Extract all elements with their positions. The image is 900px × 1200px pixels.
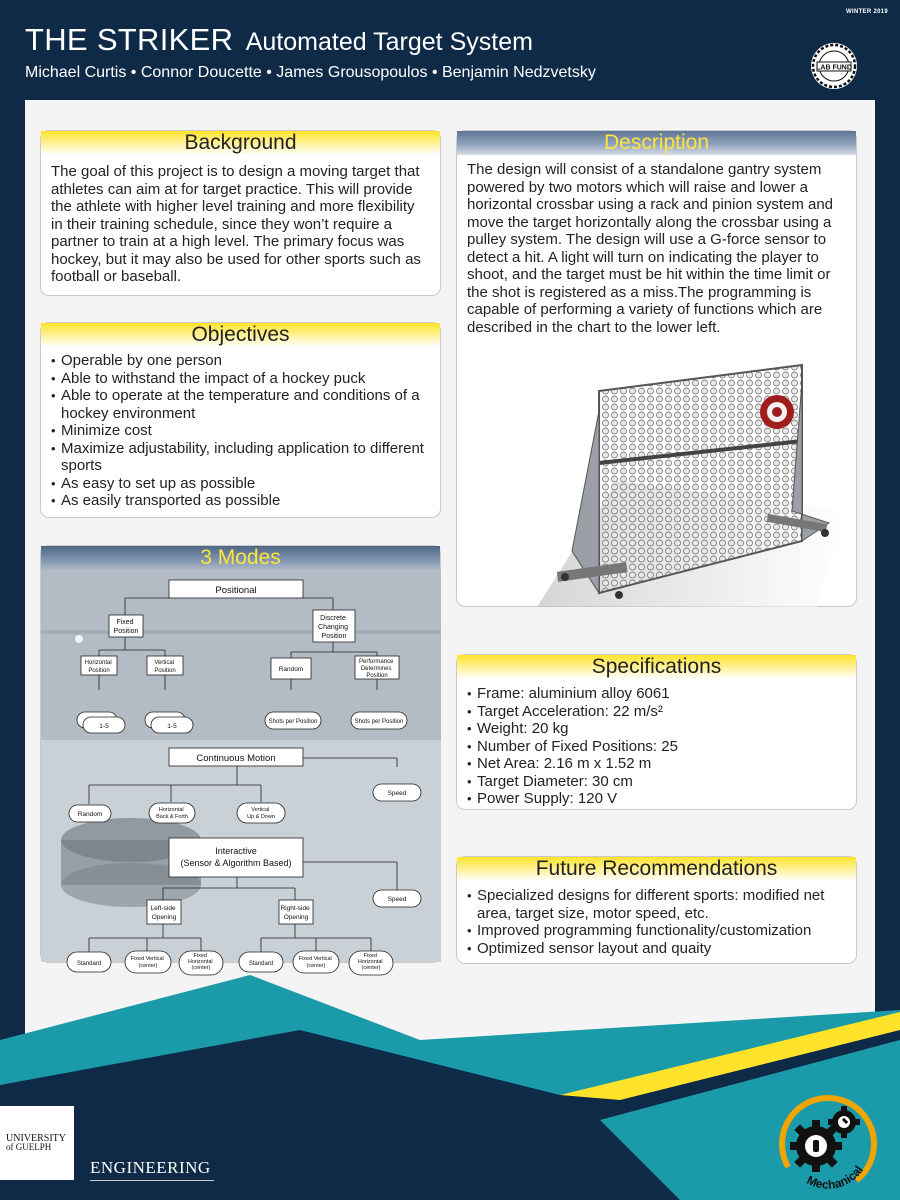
poster-header: [0, 0, 900, 100]
node-vertical-up-down: Vertical Up & Down: [247, 807, 275, 820]
list-item: • Optimized sensor layout and quaity: [467, 940, 846, 958]
list-item: • Weight: 20 kg: [467, 720, 846, 738]
list-item: • Net Area: 2.16 m x 1.52 m: [467, 755, 846, 773]
university-logo-text: UNIVERSITY of GUELPH: [6, 1133, 66, 1152]
modes-flowchart: [41, 570, 441, 971]
gantry-render-image: [457, 371, 858, 608]
node-shots-per-position-2: Shots per Position: [354, 719, 404, 725]
list-item: • Minimize cost: [51, 422, 430, 440]
title-sub: Automated Target System: [245, 28, 533, 56]
node-standard-2: Standard: [248, 961, 274, 967]
specifications-panel: [456, 654, 857, 810]
list-item: • As easy to set up as possible: [51, 475, 430, 493]
list-item: • Target Acceleration: 22 m/s²: [467, 703, 846, 721]
list-item: • As easily transported as possible: [51, 492, 430, 510]
node-random-1: Random: [278, 666, 304, 673]
future-heading: Future Recommendations: [457, 857, 856, 881]
node-random-2: Random: [77, 811, 103, 818]
semester-label: WINTER 2019: [846, 9, 888, 15]
lab-fund-seal-icon: [810, 42, 858, 90]
future-list: [467, 887, 846, 957]
node-fixed-position: Fixed Position: [113, 619, 139, 635]
objectives-panel: [40, 322, 441, 518]
authors: Michael Curtis • Connor Doucette • James Grousopoulos • Benjamin Nedzvetsky: [25, 64, 596, 81]
node-fixed-horizontal-1: Fixed Horizontal (center): [187, 953, 213, 971]
modes-panel: [40, 545, 441, 971]
node-performance-determines: Performance Determines Position: [358, 659, 394, 679]
specifications-heading: Specifications: [457, 655, 856, 679]
node-range-1: 1-5: [99, 723, 109, 730]
node-vertical-position: Vertical Position: [154, 660, 176, 674]
list-item: • Improved programming functionality/customization: [467, 922, 846, 940]
node-continuous-motion: Continuous Motion: [196, 753, 276, 764]
node-shots-per-position-1: Shots per Position: [268, 719, 318, 725]
node-right-side-opening: Right-side Opening: [280, 905, 310, 921]
objectives-heading: Objectives: [41, 323, 440, 347]
description-heading: Description: [457, 131, 856, 155]
node-interactive-sub: (Sensor & Algorithm Based): [180, 858, 292, 868]
node-fixed-horizontal-2: Fixed Horizontal (center): [357, 953, 383, 971]
list-item: • Power Supply: 120 V: [467, 790, 846, 808]
node-interactive: Interactive: [215, 846, 257, 856]
modes-heading: 3 Modes: [41, 546, 440, 570]
description-panel: [456, 130, 857, 607]
list-item: • Specialized designs for different sports: modified net area, target size, motor speed, etc.: [467, 887, 846, 922]
description-text: The design will consist of a standalone gantry system powered by two motors which will raise and lower a horizontal crossbar using a rack and pinion system and move the target horizontally along the crossbar using a pulley system. The design will use a G-force sensor to detect a hit. A light will turn on indicating the player to shoot, and the target must be hit within the time limit or the shot is registered as a miss.The programming is capable of performing a variety of functions which are described in the chart to the lower left.: [467, 161, 834, 336]
list-item: • Frame: aluminium alloy 6061: [467, 685, 846, 703]
future-recommendations-panel: [456, 856, 857, 964]
university-of-guelph-logo: [0, 1106, 74, 1180]
node-fixed-vertical-1: Fixed Vertical (center): [130, 956, 164, 969]
objectives-list: [51, 352, 430, 510]
node-horizontal-back-forth: Horizontal Back & Forth: [156, 807, 188, 820]
node-range-2: 1-5: [167, 723, 177, 730]
engineering-underline: [90, 1180, 214, 1181]
specifications-list: [467, 685, 846, 808]
background-panel: [40, 130, 441, 296]
list-item: • Operable by one person: [51, 352, 430, 370]
list-item: • Number of Fixed Positions: 25: [467, 738, 846, 756]
list-item: • Target Diameter: 30 cm: [467, 773, 846, 791]
mechanical-gears-logo: [778, 1094, 878, 1194]
engineering-label: ENGINEERING: [90, 1158, 211, 1177]
seal-text: LAB FUND: [816, 64, 852, 72]
background-text: The goal of this project is to design a moving target that athletes can aim at for target practice. This will provide the athlete with higher level training and more flexibility in their training schedule, since they won’t require a partner to train at a high level. The primary focus was hockey, but it may also be used for other sports such as football or baseball.: [51, 163, 421, 285]
list-item: • Able to withstand the impact of a hockey puck: [51, 370, 430, 388]
node-horizontal-position: Horizontal Position: [84, 660, 112, 674]
node-standard-1: Standard: [76, 961, 102, 967]
list-item: • Able to operate at the temperature and conditions of a hockey environment: [51, 387, 430, 422]
node-positional: Positional: [215, 585, 257, 596]
title-main: THE STRIKER: [25, 22, 234, 57]
node-speed-1: Speed: [387, 790, 407, 797]
list-item: • Maximize adjustability, including application to different sports: [51, 440, 430, 475]
mechanical-text: Mechanical: [804, 1163, 866, 1192]
node-speed-2: Speed: [387, 896, 407, 903]
background-heading: Background: [41, 131, 440, 155]
node-left-side-opening: Left-side Opening: [150, 905, 177, 921]
node-fixed-vertical-2: Fixed Vertical (center): [298, 956, 332, 969]
node-discrete-changing: Discrete Changing Position: [318, 615, 349, 640]
poster-title: [25, 22, 533, 58]
